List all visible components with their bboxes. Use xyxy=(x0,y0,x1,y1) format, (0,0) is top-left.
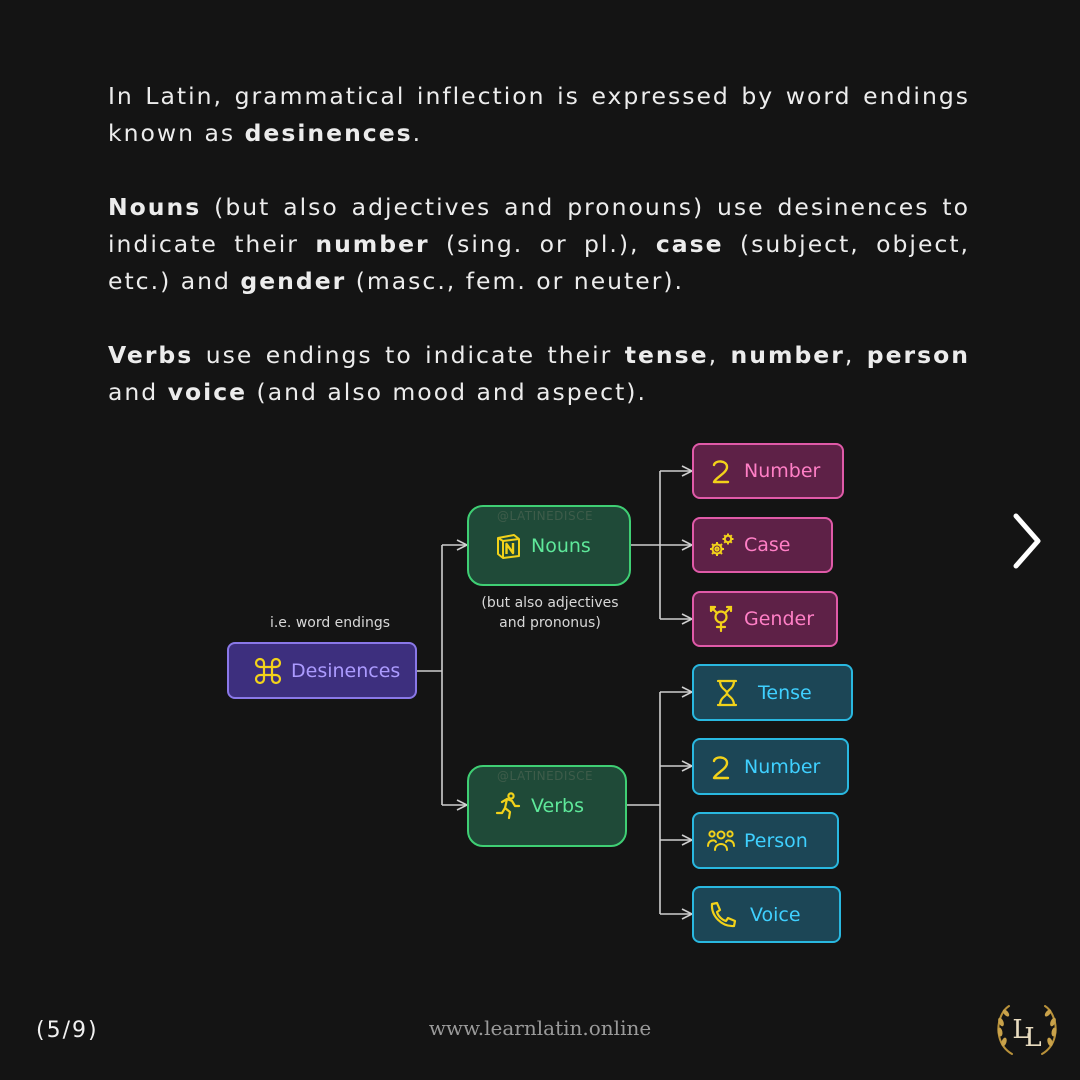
command-icon xyxy=(253,656,283,686)
verb-number-node xyxy=(692,738,849,795)
text-run: and xyxy=(108,378,168,406)
bold-term: tense xyxy=(624,341,709,369)
noun-case-node xyxy=(692,517,833,573)
bold-term: Verbs xyxy=(108,341,194,369)
svg-text:L: L xyxy=(1012,1015,1030,1045)
bold-term: desinences xyxy=(244,119,413,147)
svg-text:L: L xyxy=(1024,1023,1042,1053)
bold-term: person xyxy=(866,341,970,369)
gender-icon xyxy=(706,604,736,634)
hourglass-icon xyxy=(712,678,742,708)
noun-gender-label: Gender xyxy=(744,608,815,630)
text-run: (but also adjectives and pronouns) use desinences to indicate their xyxy=(108,193,970,258)
text-run: (sing. or pl.), xyxy=(429,230,656,258)
verb-voice-node xyxy=(692,886,841,943)
running-person-icon xyxy=(493,791,523,821)
number-two-icon xyxy=(706,456,736,486)
bold-term: number xyxy=(315,230,430,258)
root-note: i.e. word endings xyxy=(269,615,391,631)
text-run: (subject, object, etc.) and xyxy=(108,230,971,295)
phone-icon xyxy=(706,900,742,930)
noun-number-label: Number xyxy=(744,460,821,482)
verb-tense-label: Tense xyxy=(758,681,812,704)
nouns-watermark: @LATINEDISCE xyxy=(497,509,594,523)
footer-url: www.learnlatin.online xyxy=(428,1016,652,1040)
number-two-icon xyxy=(706,752,736,782)
chevron-right-icon[interactable] xyxy=(1006,510,1048,572)
noun-number-node xyxy=(692,443,844,499)
nouns-note xyxy=(455,593,645,633)
verbs-node xyxy=(467,765,627,847)
notion-icon xyxy=(493,531,523,561)
noun-gender-node xyxy=(692,591,838,647)
verbs-label: Verbs xyxy=(531,795,584,817)
bold-term: gender xyxy=(240,267,347,295)
text-run: (masc., fem. or neuter). xyxy=(346,267,685,295)
verb-tense-node xyxy=(692,664,853,721)
bold-term: case xyxy=(655,230,724,258)
text-run: , xyxy=(844,341,867,369)
noun-case-label: Case xyxy=(744,534,791,556)
text-run: use endings to indicate their xyxy=(193,341,625,369)
people-icon xyxy=(706,826,736,856)
nouns-label: Nouns xyxy=(531,534,591,557)
verb-voice-label: Voice xyxy=(750,903,801,926)
bold-term: voice xyxy=(167,378,248,406)
bold-term: Nouns xyxy=(108,193,202,221)
verb-person-label: Person xyxy=(744,829,808,852)
gears-icon xyxy=(706,530,736,560)
nouns-note-line-1: (but also adjectives xyxy=(481,595,619,611)
text-run: In Latin, grammatical inflection is expressed by word endings known as xyxy=(108,82,970,147)
desinences-node xyxy=(227,642,417,699)
verbs-watermark: @LATINEDISCE xyxy=(497,769,594,783)
logo xyxy=(992,994,1062,1064)
page-indicator: (5/9) xyxy=(36,1018,99,1043)
nouns-node xyxy=(467,505,631,586)
nouns-note-line-2: and prononus) xyxy=(499,615,601,631)
text-run: . xyxy=(412,119,423,147)
desinences-label: Desinences xyxy=(291,659,401,682)
text-run: (and also mood and aspect). xyxy=(247,378,647,406)
verb-person-node xyxy=(692,812,839,869)
bold-term: number xyxy=(730,341,845,369)
verb-number-label: Number xyxy=(744,755,821,778)
text-run: , xyxy=(708,341,731,369)
